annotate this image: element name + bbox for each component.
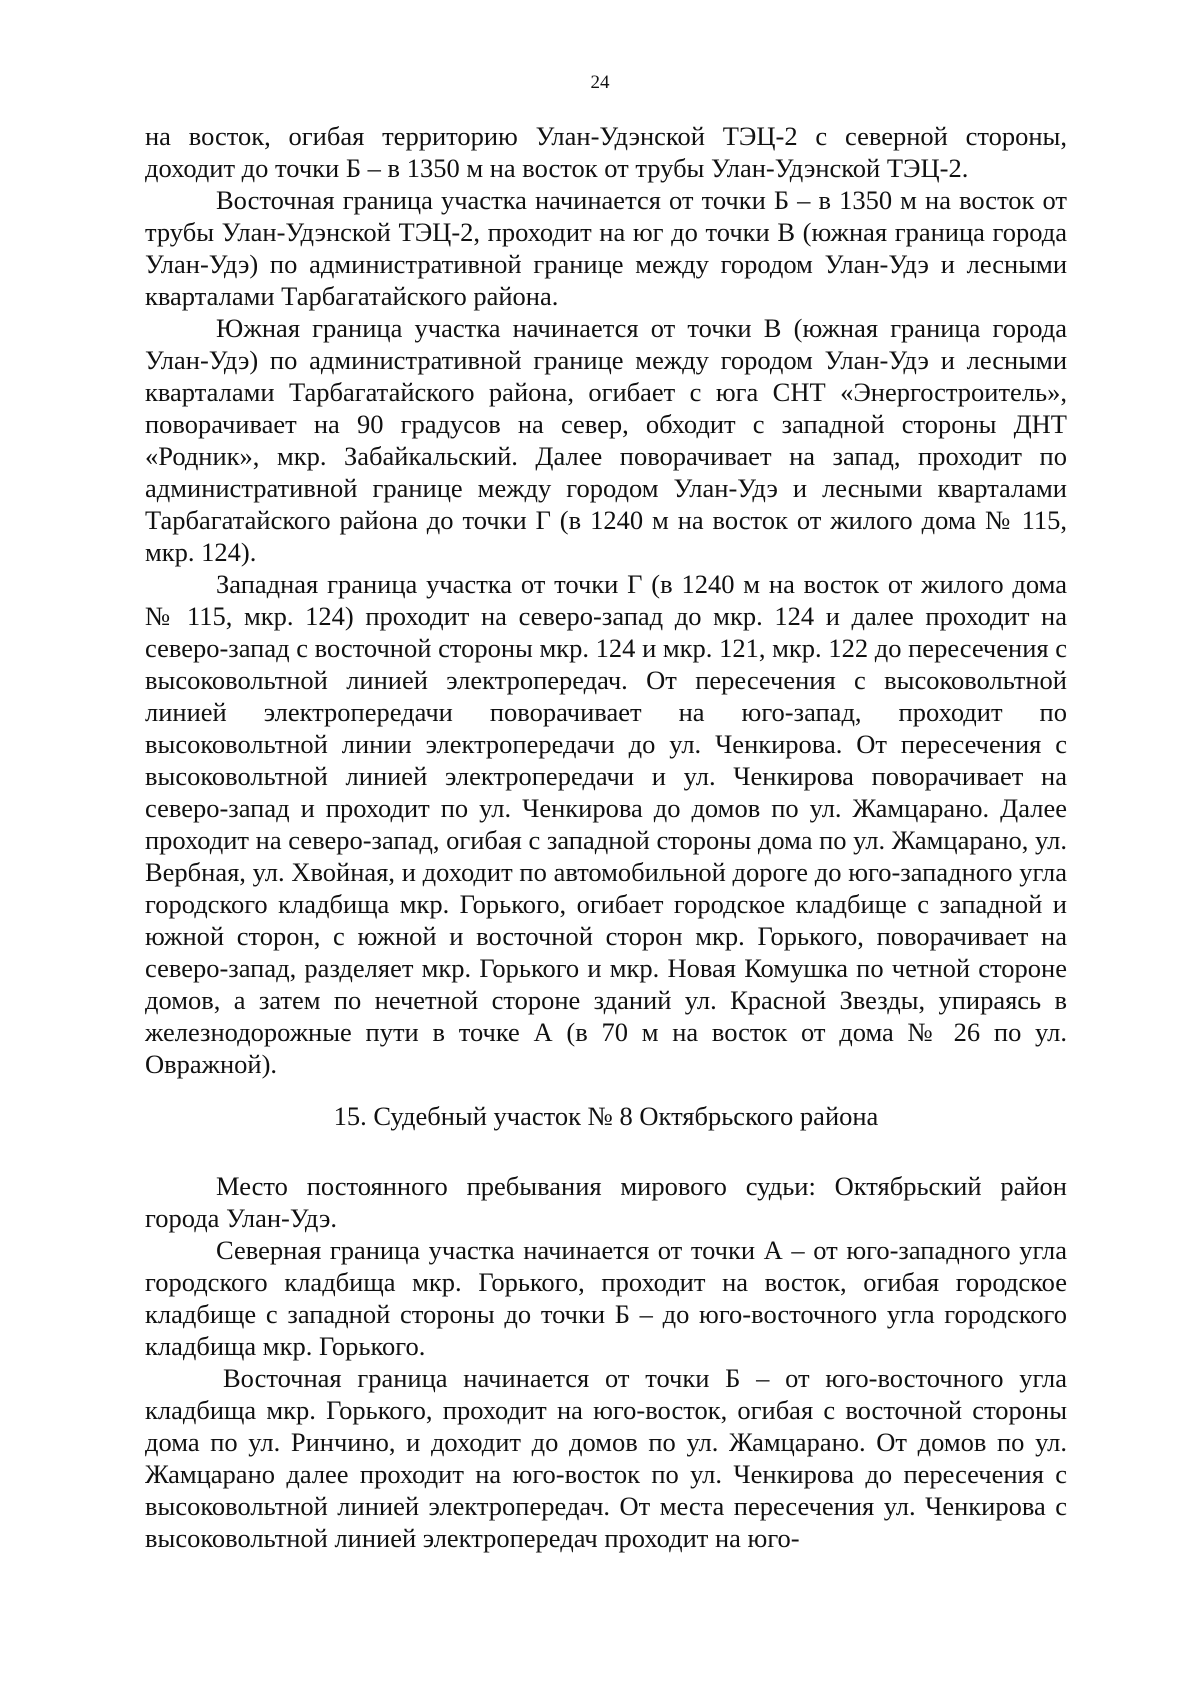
paragraph-eastern-boundary-8: Восточная граница начинается от точки Б – от юго-восточного угла кладбища мкр. Горького, проходит на юго-восток, огибая с восточной стороны дома по ул. Ринчино, и доходит до домов по ул. Жамцарано. От домов по ул. Жамцарано далее проходит на юго-восток по ул. Ченкирова до пересечения с высоковольтной линией электропередач. От места пересечения ул. Ченкирова с высоковольтной линией электропередач проходит на юго- xyxy=(145,1363,1067,1553)
paragraph-northern-boundary: Северная граница участка начинается от точки А – от юго-западного угла городского кладбища мкр. Горького, проходит на восток, огибая городское кладбище с западной стороны до точки Б – до юго-восточного угла городского кладбища мкр. Горького. xyxy=(145,1235,1067,1361)
document-body xyxy=(145,120,1067,1554)
paragraph-southern-boundary: Южная граница участка начинается от точки В (южная граница города Улан-Удэ) по административной границе между городом Улан-Удэ и лесными кварталами Тарбагатайского района, огибает с юга СНТ «Энергостроитель», поворачивает на 90 градусов на север, обходит с западной стороны ДНТ «Родник», мкр. Забайкальский. Далее поворачивает на запад, проходит по административной границе между городом Улан-Удэ и лесными кварталами Тарбагатайского района до точки Г (в 1240 м на восток от жилого дома № 115, мкр. 124). xyxy=(145,313,1067,567)
paragraph-eastern-boundary: Восточная граница участка начинается от точки Б – в 1350 м на восток от трубы Улан-Удэнской ТЭЦ-2, проходит на юг до точки В (южная граница города Улан-Удэ) по административной границе между городом Улан-Удэ и лесными кварталами Тарбагатайского района. xyxy=(145,185,1067,311)
paragraph-judge-residence: Место постоянного пребывания мирового судьи: Октябрьский район города Улан-Удэ. xyxy=(145,1171,1067,1233)
page-number: 24 xyxy=(590,72,610,93)
paragraph-continuation: на восток, огибая территорию Улан-Удэнской ТЭЦ-2 с северной стороны, доходит до точки Б – в 1350 м на восток от трубы Улан-Удэнской ТЭЦ-2. xyxy=(145,121,1067,183)
section-heading: 15. Судебный участок № 8 Октябрьского района xyxy=(333,1101,879,1131)
paragraph-western-boundary: Западная граница участка от точки Г (в 1240 м на восток от жилого дома № 115, мкр. 124) проходит на северо-запад до мкр. 124 и далее проходит на северо-запад с восточной стороны мкр. 124 и мкр. 121, мкр. 122 до пересечения с высоковольтной линией электропередач. От пересечения с высоковольтной линией электропередачи поворачивает на юго-запад, проходит по высоковольтной линии электропередачи до ул. Ченкирова. От пересечения с высоковольтной линией электропередачи и ул. Ченкирова поворачивает на северо-запад и проходит по ул. Ченкирова до домов по ул. Жамцарано. Далее проходит на северо-запад, огибая с западной стороны дома по ул. Жамцарано, ул. Вербная, ул. Хвойная, и доходит по автомобильной дороге до юго-западного угла городского кладбища мкр. Горького, огибает городское кладбище с западной и южной сторон, с южной и восточной сторон мкр. Горького, поворачивает на северо-запад, разделяет мкр. Горького и мкр. Новая Комушка по четной стороне домов, а затем по нечетной стороне зданий ул. Красной Звезды, упираясь в железнодорожные пути в точке А (в 70 м на восток от дома № 26 по ул. Овражной). xyxy=(145,569,1067,1079)
